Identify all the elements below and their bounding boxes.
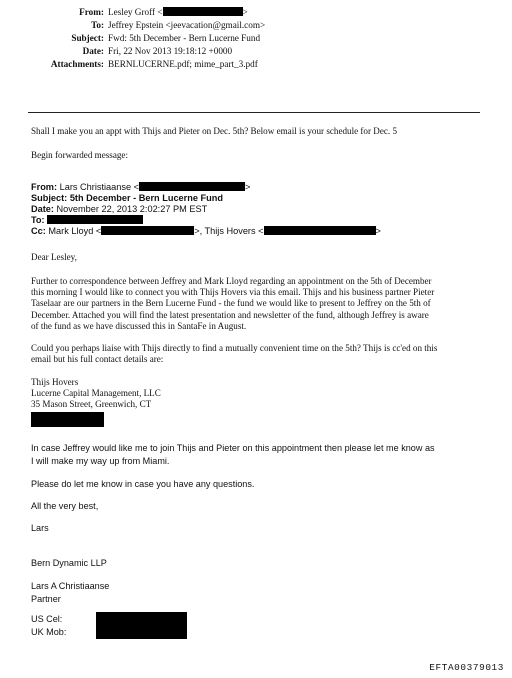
redaction-bar (139, 182, 245, 191)
redaction-bar (101, 226, 194, 235)
fwd-from-value: Lars Christiaanse < (59, 182, 140, 192)
fwd-cc-value2: >, Thijs Hovers < (194, 226, 264, 236)
header-subject-row (0, 32, 512, 45)
fwd-cc-label: Cc: (31, 226, 46, 236)
fwd-subject-row (31, 193, 223, 204)
letter-paragraph-3 (31, 442, 435, 467)
fwd-cc-close: > (375, 226, 381, 236)
signer-title: Partner (31, 593, 61, 604)
fwd-cc-value1: Mark Lloyd < (48, 226, 102, 236)
header-from-value: Lesley Groff < (108, 7, 163, 17)
header-attachments-value: BERNLUCERNE.pdf; mime_part_3.pdf (108, 59, 258, 69)
text-line: Further to correspondence between Jeffrey and Mark Lloyd regarding an appointment on the 5th of December (31, 276, 432, 286)
text-line: of the fund as we have discussed this in SantaFe in August. (31, 320, 247, 331)
fwd-from-row (31, 182, 250, 193)
header-date-row (0, 45, 512, 58)
signature-block (31, 580, 109, 605)
header-date-value: Fri, 22 Nov 2013 19:18:12 +0000 (108, 46, 233, 56)
fwd-from-label: From: (31, 182, 58, 192)
fwd-date-label: Date: (31, 204, 54, 214)
text-line: Taselaar are our partners in the Bern Lucerne Fund - the fund we would like to present to Jeffrey on the 5th of (31, 298, 431, 309)
letter-signoff: Lars (31, 523, 49, 533)
fwd-date-row (31, 204, 207, 215)
text-line: I will make my way up from Miami. (31, 455, 170, 466)
redaction-bar (47, 215, 143, 224)
fwd-from-close: > (245, 182, 251, 192)
us-cel-label: US Cel: (31, 614, 63, 624)
fwd-to-row (31, 215, 143, 226)
letter-salutation: Dear Lesley, (31, 252, 77, 262)
signer-name: Lars A Christiaanse (31, 581, 110, 591)
letter-closing: All the very best, (31, 501, 99, 511)
fwd-subject-value: 5th December - Bern Lucerne Fund (69, 193, 223, 203)
text-line: email but his full contact details are: (31, 354, 164, 365)
contact-address: 35 Mason Street, Greenwich, CT (31, 399, 152, 410)
header-from-label: From: (79, 7, 104, 17)
header-attachments-row (0, 58, 512, 71)
bates-number: EFTA00379013 (429, 662, 504, 673)
header-to-label: To: (91, 20, 104, 30)
header-subject-value: Fwd: 5th December - Bern Lucerne Fund (108, 33, 261, 43)
header-from-row (0, 6, 512, 19)
text-line: this morning I would like to connect you with Thijs Hovers via this email. Thijs and his business partner Pieter (31, 287, 435, 298)
redaction-bar (163, 7, 243, 16)
header-subject-label: Subject: (71, 33, 104, 43)
header-to-value: Jeffrey Epstein <jeevacation@gmail.com> (108, 20, 266, 30)
signature-company: Bern Dynamic LLP (31, 558, 107, 568)
header-from-close: > (242, 7, 248, 17)
header-to-row (0, 19, 512, 32)
text-line: December. Attached you will find the latest presentation and newsletter of the fund, although Jeffrey is aware (31, 309, 429, 320)
header-attachments-label: Attachments: (50, 59, 104, 69)
contact-block (31, 377, 161, 411)
letter-paragraph-4: Please do let me know in case you have any questions. (31, 479, 255, 489)
contact-name: Thijs Hovers (31, 377, 79, 387)
redaction-bar (96, 612, 187, 639)
letter-paragraph-2 (31, 343, 437, 365)
redaction-bar (31, 412, 104, 427)
header-divider (28, 112, 480, 113)
fwd-cc-row (31, 226, 381, 237)
uk-mob-label: UK Mob: (31, 626, 67, 637)
header-date-label: Date: (82, 46, 104, 56)
fwd-date-value: November 22, 2013 2:02:27 PM EST (56, 204, 208, 214)
letter-paragraph-1 (31, 276, 434, 332)
fwd-subject-label: Subject: (31, 193, 68, 203)
body-intro: Shall I make you an appt with Thijs and Pieter on Dec. 5th? Below email is your schedule for Dec. 5 (31, 126, 398, 136)
text-line: Could you perhaps liaise with Thijs directly to find a mutually convenient time on the 5th? Thijs is cc'ed on this (31, 343, 438, 353)
redaction-bar (264, 226, 376, 235)
text-line: In case Jeffrey would like me to join Thijs and Pieter on this appointment then please let me know as (31, 443, 435, 453)
fwd-to-label: To: (31, 215, 45, 225)
contact-company: Lucerne Capital Management, LLC (31, 388, 161, 399)
phone-block (31, 613, 66, 638)
begin-forwarded: Begin forwarded message: (31, 150, 128, 160)
